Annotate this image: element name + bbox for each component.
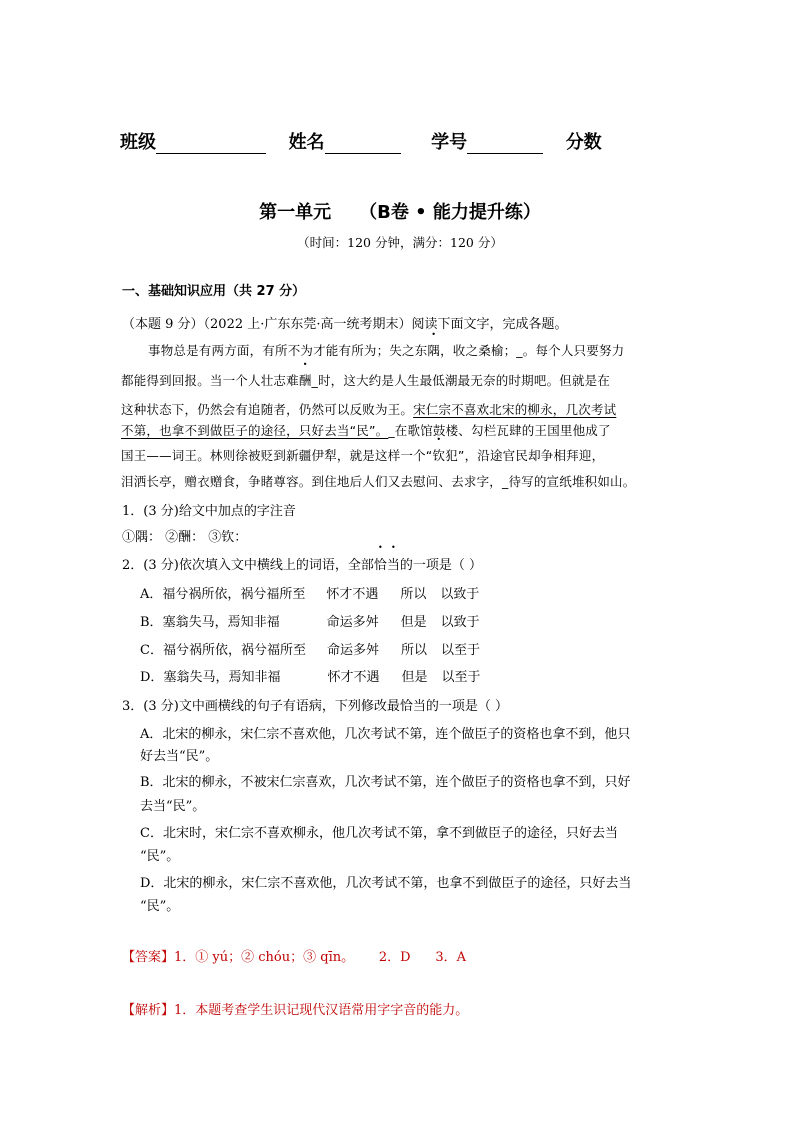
analysis-block bbox=[122, 999, 468, 1018]
passage-text: 事物总是有两方面，有所不为才能有所为；失之东 bbox=[148, 343, 428, 358]
q2-option-d[interactable] bbox=[140, 666, 480, 685]
dotted-char: 恰 bbox=[373, 558, 387, 573]
option-word: 福兮祸所依，祸兮福所至 bbox=[162, 587, 306, 602]
option-word: 以至于 bbox=[440, 643, 480, 658]
q3-option-b-cont: 去当“民”。 bbox=[140, 799, 206, 814]
time-and-score-note: （时间：120 分钟，满分：120 分） bbox=[297, 235, 503, 250]
question-1: 1．(3 分)给文中加点的字注音 bbox=[122, 504, 296, 519]
answer-label: 【答案】 bbox=[122, 950, 175, 965]
option-word: 怀才不遇 bbox=[326, 587, 379, 602]
underlined-sentence: 宋仁宗不喜欢北宋的柳永，几次考试 bbox=[413, 402, 617, 417]
paper-subtitle: （B卷 • 能力提升练） bbox=[359, 202, 541, 223]
passage-line bbox=[121, 421, 681, 439]
option-word: 但是 bbox=[400, 615, 427, 630]
student-id-label: 学号 bbox=[431, 132, 468, 153]
option-letter: C． bbox=[140, 643, 163, 658]
answer-text: 1．① yú；② chóu；③ qīn。 2．D 3．A bbox=[174, 950, 467, 965]
q2-option-a[interactable] bbox=[140, 583, 479, 602]
unit-name: 第一单元 bbox=[259, 202, 332, 223]
option-letter: D． bbox=[140, 670, 164, 685]
option-word: 但是 bbox=[401, 670, 428, 685]
q3-option-a-cont: 好去当“民”。 bbox=[140, 749, 219, 764]
passage-text: 国王——词王。林则徐被贬到新疆伊犁，就是这样一个“ bbox=[121, 448, 433, 463]
option-word: 以致于 bbox=[440, 615, 480, 630]
passage-text: 都能得到回报。当一个人壮志难 bbox=[121, 373, 299, 388]
dotted-char: 隅 bbox=[427, 343, 441, 358]
option-word: 怀才不遇 bbox=[327, 670, 380, 685]
q3-option-c-cont: “民”。 bbox=[140, 849, 180, 864]
score-label: 分数 bbox=[565, 132, 602, 153]
option-word: 以致于 bbox=[440, 587, 480, 602]
name-blank[interactable] bbox=[325, 135, 401, 154]
q3-option-d[interactable]: D．北宋的柳永，宋仁宗不喜欢他，几次考试不第，也拿不到做臣子的途径，只好去当 bbox=[140, 876, 632, 891]
q2-option-c[interactable] bbox=[140, 639, 480, 658]
student-id-blank[interactable] bbox=[467, 135, 543, 154]
class-blank[interactable] bbox=[156, 135, 266, 154]
passage-text: _在歌馆鼓楼、勾栏瓦肆的王国里他成了 bbox=[388, 423, 611, 438]
question-2 bbox=[122, 554, 482, 573]
underlined-sentence: 不第，也拿不到做臣子的途径，只好去当“民”。 bbox=[121, 423, 389, 438]
option-word: 所以 bbox=[400, 643, 427, 658]
passage-line bbox=[121, 400, 681, 418]
passage-text: _时，这大约是人生最低潮最无奈的时期吧。但就是在 bbox=[311, 373, 611, 388]
question-intro: （本题 9 分）（2022 上·广东东莞·高一统考期末）阅读下面文字，完成各题。 bbox=[122, 317, 568, 332]
dotted-char: 钦 bbox=[432, 448, 446, 463]
q3-option-d-cont: “民”。 bbox=[140, 899, 180, 914]
analysis-text: 1．本题考查学生识记现代汉语常用字字音的能力。 bbox=[174, 1003, 469, 1018]
passage-line bbox=[148, 341, 708, 359]
q3-option-a[interactable]: A．北宋的柳永，宋仁宗不喜欢他，几次考试不第，连个做臣子的资格也拿不到，他只 bbox=[140, 727, 631, 742]
passage-text: ，收之桑榆；_。每个人只要努力 bbox=[440, 343, 625, 358]
option-word: 塞翁失马，焉知非福 bbox=[162, 615, 280, 630]
option-word: 塞翁失马，焉知非福 bbox=[163, 670, 281, 685]
q3-option-b[interactable]: B．北宋的柳永，不被宋仁宗喜欢，几次考试不第，连个做臣子的资格也拿不到，只好 bbox=[140, 775, 631, 790]
passage-line bbox=[121, 446, 681, 464]
q3-option-c[interactable]: C．北宋时，宋仁宗不喜欢柳永，他几次考试不第，拿不到做臣子的途径，只好去当 bbox=[140, 826, 618, 841]
passage-text: 这种状态下，仍然会有追随者，仍然可以反败为王。 bbox=[121, 402, 414, 417]
option-letter: B． bbox=[140, 615, 163, 630]
q2-option-b[interactable] bbox=[140, 611, 480, 630]
section-heading: 一、基础知识应用（共 27 分） bbox=[122, 284, 306, 299]
option-word: 以至于 bbox=[441, 670, 481, 685]
student-info-header bbox=[120, 128, 680, 156]
question-3: 3．(3 分)文中画横线的句子有语病，下列修改最恰当的一项是（ ） bbox=[122, 699, 508, 714]
dotted-char: 酬 bbox=[298, 373, 312, 388]
class-label: 班级 bbox=[120, 132, 156, 153]
analysis-label: 【解析】 bbox=[122, 1003, 175, 1018]
passage-line bbox=[121, 371, 681, 389]
paper-title bbox=[0, 198, 800, 224]
question-1-blanks: ①隅： ②酬： ③钦： bbox=[122, 530, 248, 545]
option-word: 命运多舛 bbox=[326, 615, 379, 630]
option-letter: A． bbox=[140, 587, 163, 602]
option-word: 福兮祸所依，祸兮福所至 bbox=[162, 643, 306, 658]
answer-block bbox=[122, 946, 466, 965]
passage-text: 犯”，沿途官民却争相拜迎， bbox=[445, 448, 605, 463]
question-text: 的一项是（ ） bbox=[399, 558, 482, 573]
option-word: 命运多舛 bbox=[326, 643, 379, 658]
name-label: 姓名 bbox=[288, 132, 325, 153]
passage-text: 泪洒长亭，赠衣赠食，争睹尊容。到住地后人们又去慰问、去求字，_待写的宣纸堆积如山。 bbox=[121, 474, 636, 489]
dotted-char: 当 bbox=[386, 558, 400, 573]
option-word: 所以 bbox=[400, 587, 427, 602]
question-text: 2．(3 分)依次填入文中横线上的词语，全部 bbox=[122, 558, 374, 573]
passage-line bbox=[121, 472, 681, 490]
